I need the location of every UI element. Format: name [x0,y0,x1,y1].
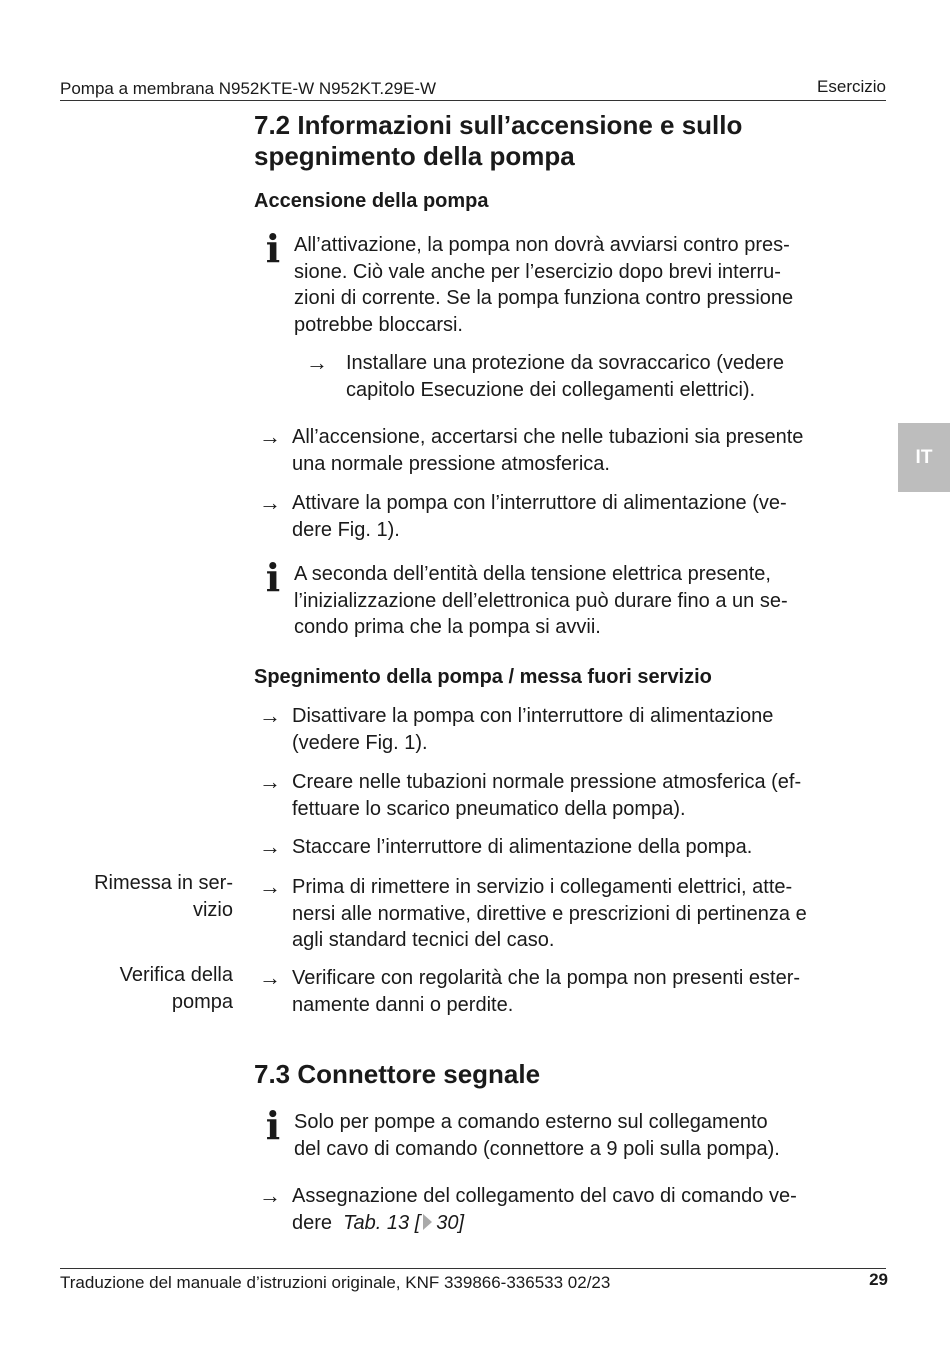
step-rimessa [292,874,807,954]
text-line: Rimessa in ser- [94,872,233,894]
table-ref-page: 30] [436,1211,465,1234]
arrow-right-icon: → [259,424,281,449]
step-verifica [292,965,800,1018]
text-line: Prima di rimettere in servizio i collegamenti elettrici, atte- [292,876,793,898]
step-accensione-2 [292,490,787,543]
arrow-right-icon: → [306,350,328,375]
text-line: sione. Ciò vale anche per l’esercizio dopo brevi interru- [294,260,781,283]
arrow-right-icon: → [259,965,281,990]
language-tab: IT [898,423,950,492]
arrow-right-icon: → [259,490,281,515]
arrow-right-icon: → [259,1183,281,1208]
text-line: capitolo Esecuzione dei collegamenti elettrici). [346,378,756,401]
step-spegnimento-2 [292,769,801,822]
section-7-2-title-line1: 7.2 Informazioni sull’accensione e sullo [254,110,743,140]
text-line: fettuare lo scarico pneumatico della pompa). [292,797,686,820]
text-fragment: dere [292,1211,333,1234]
accensione-heading: Accensione della pompa [254,190,489,212]
text-line: pompa [171,990,233,1013]
spegnimento-heading: Spegnimento della pompa / messa fuori servizio [254,666,712,688]
text-line: namente danni o perdite. [292,993,514,1016]
text-line: A seconda dell’entità della tensione elettrica presente, [294,563,771,585]
text-line: Solo per pompe a comando esterno sul collegamento [294,1111,768,1133]
footer-text: Traduzione del manuale d’istruzioni originale, KNF 339866-336533 02/23 [60,1273,611,1292]
section-7-2-title [254,110,742,172]
text-line: una normale pressione atmosferica. [292,452,610,475]
text-line [292,1210,797,1237]
header-title: Pompa a membrana N952KTE-W N952KT.29E-W [60,79,437,98]
info-icon: i [265,1103,281,1148]
header-section: Esercizio [817,77,886,96]
info-note-1 [294,232,793,338]
page-ref-triangle-icon [423,1214,432,1230]
arrow-right-icon: → [259,769,281,794]
info-note-3 [294,1109,780,1162]
text-line: Installare una protezione da sovraccarico (vedere [346,352,785,374]
text-line: del cavo di comando (connettore a 9 poli sulla pompa). [294,1137,780,1160]
text-line: zioni di corrente. Se la pompa funziona contro pressione [294,287,794,309]
header-divider [60,100,886,101]
text-line: (vedere Fig. 1). [292,731,428,754]
text-line: Assegnazione del collegamento del cavo di comando ve- [292,1185,797,1207]
table-reference-link[interactable] [343,1212,464,1234]
info-note-2 [294,561,788,641]
info-icon: i [265,226,281,271]
arrow-right-icon: → [259,834,281,859]
text-line: l’inizializzazione dell’elettronica può durare fino a un se- [294,589,788,612]
text-line: Creare nelle tubazioni normale pressione atmosferica (ef- [292,771,802,793]
info-icon: i [265,555,281,600]
footer-divider [60,1268,886,1269]
text-line: Staccare l’interruttore di alimentazione della pompa. [292,836,753,858]
section-7-3-title: 7.3 Connettore segnale [254,1059,541,1089]
page-number: 29 [869,1270,888,1289]
text-line: condo prima che la pompa si avvii. [294,616,601,638]
step-spegnimento-1 [292,703,773,756]
text-line: Verifica della [119,964,233,986]
table-ref-text: Tab. 13 [ [343,1211,421,1234]
text-line: vizio [192,898,233,921]
text-line: Attivare la pompa con l’interruttore di alimentazione (ve- [292,492,787,514]
text-line: Verificare con regolarità che la pompa non presenti ester- [292,967,801,989]
text-line: nersi alle normative, direttive e prescrizioni di pertinenza e [292,902,807,925]
text-line: All’accensione, accertarsi che nelle tubazioni sia presente [292,426,804,448]
step-connettore [292,1183,797,1236]
info-note-1-sub [346,350,784,403]
arrow-right-icon: → [259,874,281,899]
text-line: agli standard tecnici del caso. [292,929,555,951]
text-line: All’attivazione, la pompa non dovrà avviarsi contro pres- [294,234,790,256]
arrow-right-icon: → [259,703,281,728]
margin-label-verifica [58,962,233,1015]
text-line: potrebbe bloccarsi. [294,313,463,336]
text-line: dere Fig. 1). [292,518,400,541]
step-spegnimento-3 [292,834,752,861]
step-accensione-1 [292,424,803,477]
section-7-2-title-line2: spegnimento della pompa [254,141,575,171]
margin-label-rimessa [58,870,233,923]
text-line: Disattivare la pompa con l’interruttore di alimentazione [292,705,774,727]
